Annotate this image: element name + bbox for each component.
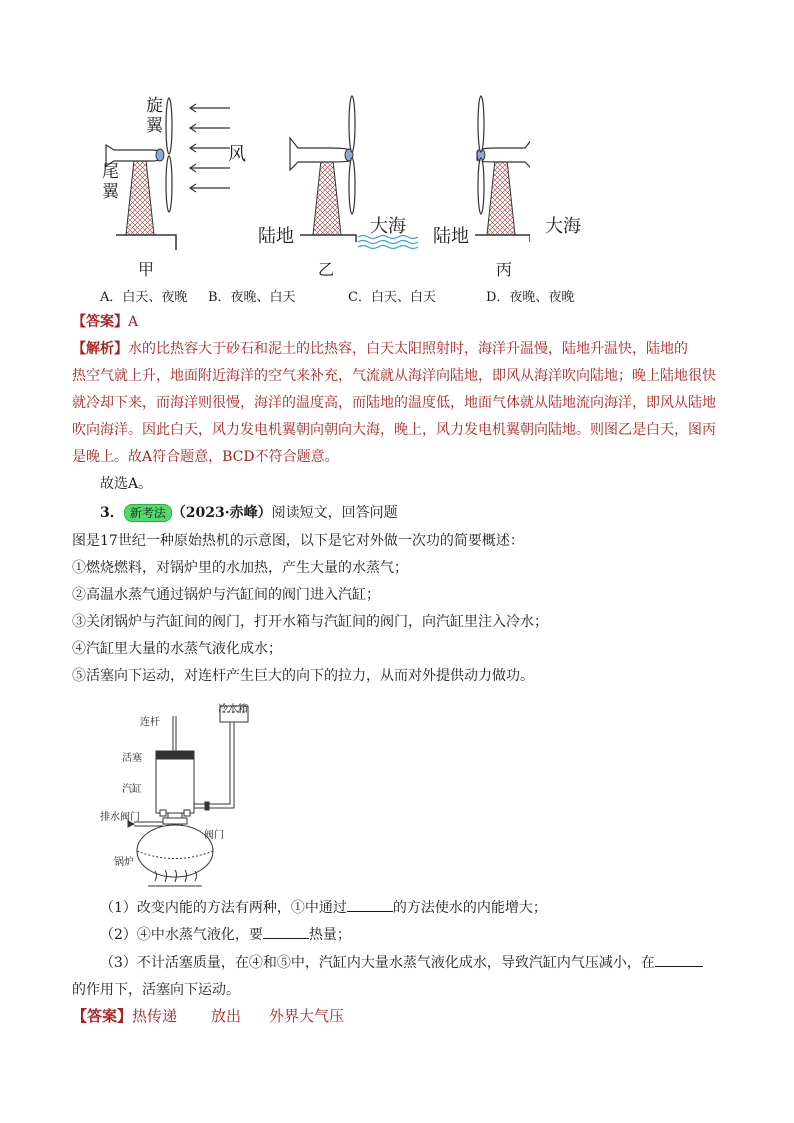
- label-wind: 风: [228, 144, 246, 165]
- option-b: B．夜晚、白天: [208, 290, 296, 305]
- answer-blank-3[interactable]: [655, 952, 703, 967]
- q3-sub-3-cont: 的作用下，活塞向下运动。: [72, 982, 240, 998]
- answer-blank-2[interactable]: [263, 924, 309, 939]
- label-sea-c: 大海: [545, 216, 581, 237]
- q3-step-3: ③关闭锅炉与汽缸间的阀门，打开水箱与汽缸间的阀门，向汽缸里注入冷水；: [72, 614, 548, 630]
- analysis-text: 水的比热容大于砂石和泥土的比热容，白天太阳照射时，海洋升温慢，陆地升温快，陆地的: [128, 341, 688, 357]
- sub1-text-a: （1）改变内能的方法有两种，①中通过: [100, 900, 347, 916]
- q2-analysis-line-2: 热空气就上升，地面附近海洋的空气来补充，气流就从海洋向陆地，即风从海洋吹向陆地；晚上陆地很快: [72, 368, 716, 384]
- q3-intro: 图是17世纪一种原始热机的示意图，以下是它对外做一次功的简要概述：: [72, 533, 524, 549]
- q2-analysis-line-3: 就冷却下来，而海洋则很慢，海洋的温度高，而陆地的温度低，地面气体就从陆地流向海洋，即风从陆地: [72, 395, 716, 411]
- label-rod: 连杆: [140, 717, 160, 728]
- q3-step-4: ④汽缸里大量的水蒸气液化成水；: [72, 641, 282, 657]
- q3-header: [100, 503, 398, 523]
- label-cylinder: 汽缸: [122, 784, 142, 795]
- label-tail: 尾翼: [102, 162, 119, 202]
- sub2-text-b: 热量；: [308, 927, 351, 943]
- q3-answer-tag: 【答案】: [72, 1007, 133, 1025]
- sub2-text-a: （2）④中水蒸气液化，要: [100, 927, 263, 943]
- q3-answer-1: 热传递: [132, 1007, 178, 1025]
- label-land-c: 陆地: [433, 226, 469, 247]
- q2-answer: [72, 312, 138, 332]
- q2-conclusion: 故选A。: [100, 476, 153, 492]
- q3-step-1: ①燃烧燃料，对锅炉里的水加热，产生大量的水蒸气；: [72, 560, 408, 576]
- q2-analysis-line-5: 是晚上。故A符合题意，BCD不符合题意。: [72, 449, 339, 465]
- q2-analysis-line-4: 吹向海洋。因此白天，风力发电机翼朝向朝向大海，晚上，风力发电机翼朝向陆地。则图乙是白天，图丙: [72, 422, 716, 438]
- new-method-badge: 新考法: [124, 504, 172, 522]
- label-piston: 活塞: [122, 753, 142, 764]
- q3-step-5: ⑤活塞向下运动，对连杆产生巨大的向下的拉力，从而对外提供动力做功。: [72, 668, 534, 684]
- sub3-text-a: （3）不计活塞质量，在④和⑤中，汽缸内大量水蒸气液化成水，导致汽缸内气压减小，在: [100, 955, 655, 971]
- q3-step-2: ②高温水蒸气通过锅炉与汽缸间的阀门进入汽缸；: [72, 587, 380, 603]
- answer-value: A: [128, 314, 139, 330]
- option-a: A．白天、夜晚: [100, 290, 188, 305]
- label-tank: 冷水箱: [218, 704, 248, 715]
- q2-analysis-line-1: [72, 339, 688, 359]
- label-rotor: 旋翼: [146, 96, 163, 136]
- q3-answer-3: 外界大气压: [269, 1007, 345, 1025]
- label-sea-b: 大海: [370, 216, 406, 237]
- q3-prompt: 阅读短文，回答问题: [271, 505, 398, 521]
- analysis-tag: 【解析】: [72, 341, 128, 357]
- caption-c: 丙: [496, 260, 513, 279]
- label-land-b: 陆地: [258, 226, 294, 247]
- heat-engine-diagram: [110, 696, 270, 894]
- caption-a: 甲: [138, 260, 155, 279]
- answer-blank-1[interactable]: [347, 897, 393, 912]
- label-drain-valve: 排水阀门: [100, 812, 140, 823]
- answer-tag: 【答案】: [72, 314, 128, 330]
- label-boiler: 锅炉: [114, 857, 134, 868]
- q3-number: 3．: [100, 505, 124, 521]
- turbine-a: [106, 98, 230, 250]
- turbine-c: [475, 96, 530, 249]
- label-valve: 阀门: [204, 830, 224, 841]
- q3-sub-1: [100, 897, 547, 918]
- q3-answer-2: 放出: [211, 1007, 242, 1025]
- q3-source: （2023·赤峰）: [171, 505, 272, 521]
- q3-answer: [72, 1006, 344, 1026]
- option-d: D．夜晚、夜晚: [486, 290, 575, 305]
- sub1-text-b: 的方法使水的内能增大；: [392, 900, 547, 916]
- q3-sub-2: [100, 924, 351, 945]
- caption-b: 乙: [318, 260, 335, 279]
- option-c: C．白天、白天: [348, 290, 436, 305]
- q3-sub-3: [100, 952, 703, 973]
